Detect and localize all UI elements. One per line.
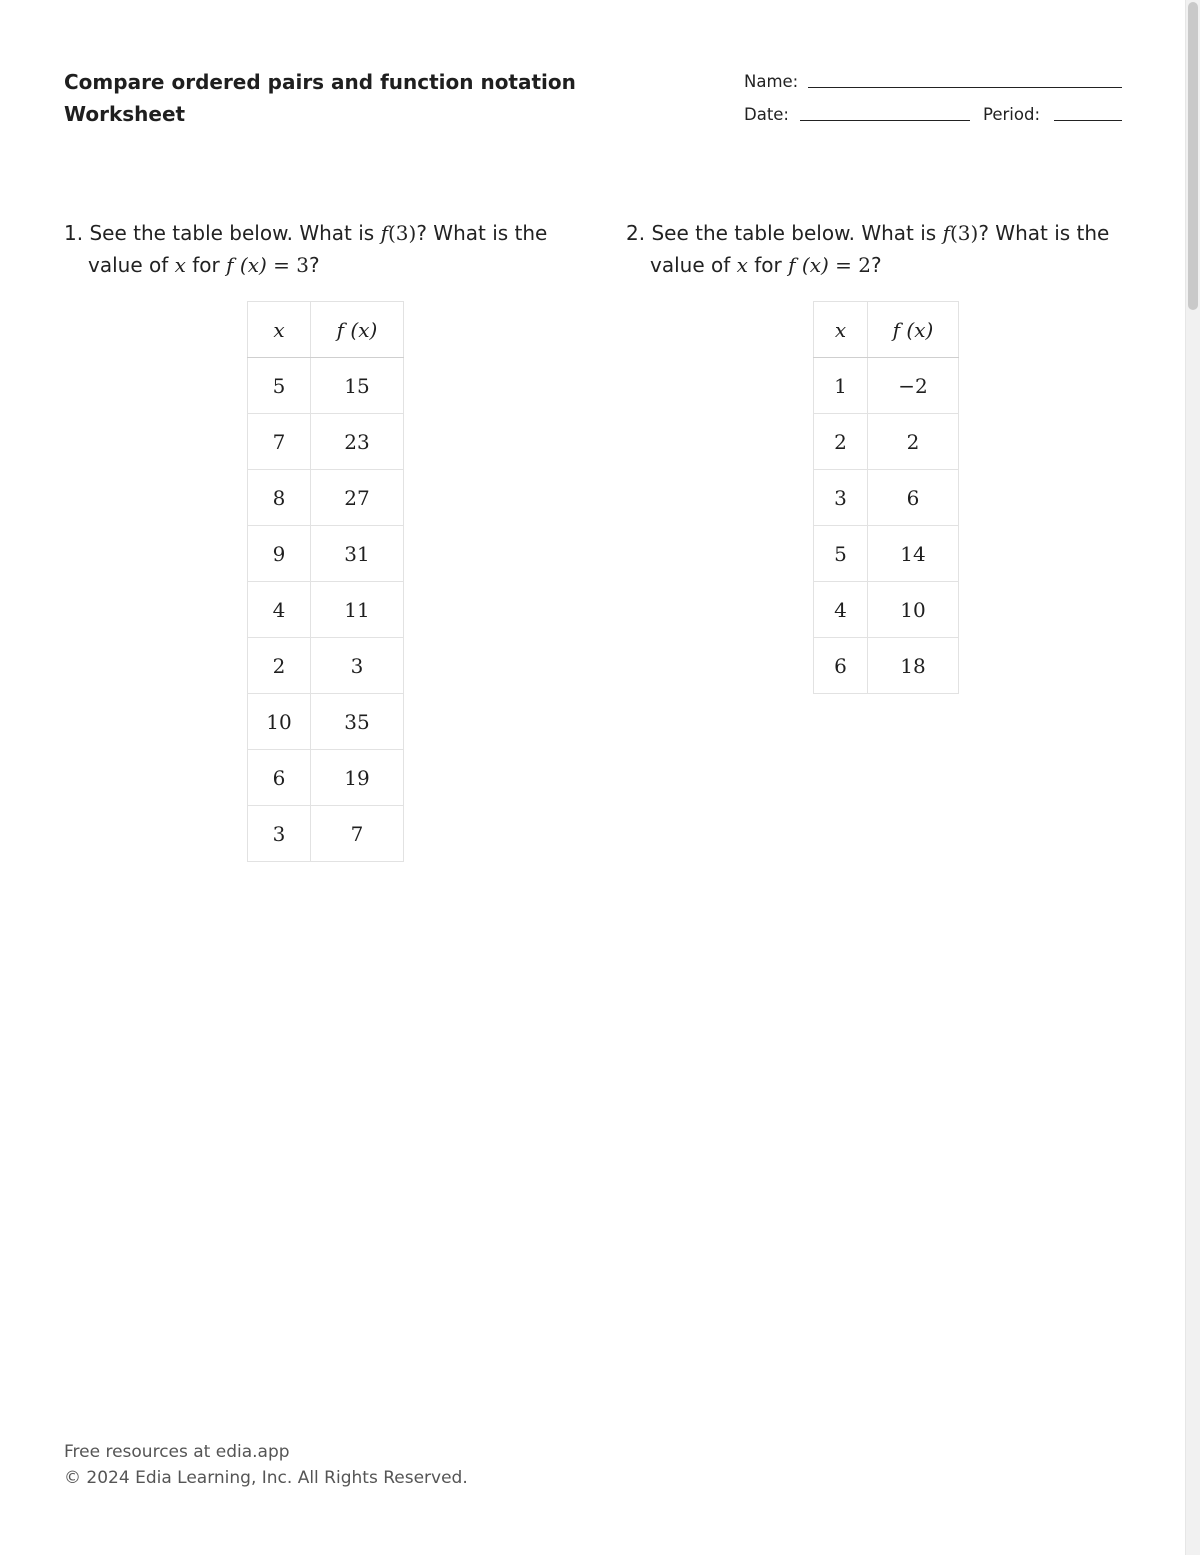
column-header-x: x — [248, 302, 311, 358]
question-1-text-d: for — [192, 253, 220, 277]
cell-fx: 7 — [311, 806, 404, 862]
cell-x: 6 — [248, 750, 311, 806]
date-period-row — [744, 105, 1124, 138]
footer — [64, 1439, 468, 1491]
cell-fx: −2 — [868, 358, 959, 414]
table-row — [814, 582, 959, 638]
question-1-variable: x — [174, 253, 186, 277]
table-row — [248, 414, 404, 470]
question-2-argument: (3) — [949, 221, 979, 245]
cell-x: 10 — [248, 694, 311, 750]
cell-x: 5 — [248, 358, 311, 414]
cell-x: 4 — [814, 582, 868, 638]
cell-fx: 19 — [311, 750, 404, 806]
title-line-1: Compare ordered pairs and function notation — [64, 70, 576, 94]
cell-x: 1 — [814, 358, 868, 414]
table-row — [814, 414, 959, 470]
cell-x: 3 — [248, 806, 311, 862]
cell-fx: 23 — [311, 414, 404, 470]
question-2-fx: f (x) — [788, 253, 829, 277]
table-header-row — [814, 302, 959, 358]
cell-fx: 15 — [311, 358, 404, 414]
table-row — [248, 694, 404, 750]
student-info-fields — [744, 72, 1124, 138]
table-row — [814, 358, 959, 414]
scrollbar-thumb[interactable] — [1188, 2, 1198, 310]
table-row — [248, 358, 404, 414]
question-2-variable: x — [736, 253, 748, 277]
cell-x: 2 — [248, 638, 311, 694]
question-1-end: ? — [308, 253, 320, 277]
table-row — [248, 526, 404, 582]
table-header-row — [248, 302, 404, 358]
table-row — [814, 470, 959, 526]
cell-fx: 14 — [868, 526, 959, 582]
question-2-table — [813, 301, 959, 694]
question-1 — [64, 217, 584, 281]
question-1-equation: = 3 — [273, 253, 309, 277]
column-header-fx: f (x) — [311, 302, 404, 358]
worksheet-title — [64, 66, 576, 130]
name-line[interactable] — [808, 87, 1122, 88]
cell-x: 8 — [248, 470, 311, 526]
question-1-fx: f (x) — [226, 253, 267, 277]
column-header-fx: f (x) — [868, 302, 959, 358]
cell-x: 9 — [248, 526, 311, 582]
table-row — [814, 638, 959, 694]
cell-fx: 3 — [311, 638, 404, 694]
question-2-line-1 — [626, 217, 1146, 249]
period-line[interactable] — [1054, 120, 1122, 121]
footer-resources: Free resources at edia.app — [64, 1442, 290, 1462]
question-1-line-1 — [64, 217, 584, 249]
cell-fx: 10 — [868, 582, 959, 638]
table-row — [248, 582, 404, 638]
cell-fx: 27 — [311, 470, 404, 526]
name-field-row — [744, 72, 1124, 105]
cell-x: 4 — [248, 582, 311, 638]
question-2-function: f — [942, 221, 950, 245]
date-label: Date: — [744, 105, 789, 124]
question-2-number: 2. — [626, 221, 646, 245]
period-label: Period: — [983, 105, 1041, 124]
cell-fx: 2 — [868, 414, 959, 470]
table-row — [248, 806, 404, 862]
cell-x: 7 — [248, 414, 311, 470]
title-line-2: Worksheet — [64, 102, 186, 126]
question-1-number: 1. — [64, 221, 84, 245]
question-1-argument: (3) — [387, 221, 417, 245]
table-row — [248, 470, 404, 526]
cell-x: 3 — [814, 470, 868, 526]
question-1-text-b: ? What is the — [416, 221, 548, 245]
column-header-x: x — [814, 302, 868, 358]
question-2-equation: = 2 — [835, 253, 871, 277]
question-2-text-d: for — [754, 253, 782, 277]
footer-copyright: © 2024 Edia Learning, Inc. All Rights Reserved. — [64, 1468, 468, 1488]
cell-fx: 31 — [311, 526, 404, 582]
date-line[interactable] — [800, 120, 970, 121]
cell-fx: 11 — [311, 582, 404, 638]
table-row — [248, 638, 404, 694]
question-1-text-c: value of — [88, 253, 169, 277]
question-2-text-b: ? What is the — [978, 221, 1110, 245]
name-label: Name: — [744, 72, 799, 91]
table-row — [814, 526, 959, 582]
question-1-function: f — [380, 221, 388, 245]
question-1-table — [247, 301, 404, 862]
cell-fx: 35 — [311, 694, 404, 750]
question-1-line-2 — [64, 249, 584, 281]
question-2-end: ? — [870, 253, 882, 277]
question-2 — [626, 217, 1146, 281]
scrollbar[interactable] — [1185, 0, 1200, 1555]
cell-fx: 6 — [868, 470, 959, 526]
cell-x: 6 — [814, 638, 868, 694]
question-2-text-c: value of — [650, 253, 731, 277]
cell-x: 5 — [814, 526, 868, 582]
cell-x: 2 — [814, 414, 868, 470]
question-1-text: See the table below. What is — [89, 221, 375, 245]
cell-fx: 18 — [868, 638, 959, 694]
question-2-text: See the table below. What is — [651, 221, 937, 245]
question-2-line-2 — [626, 249, 1146, 281]
table-row — [248, 750, 404, 806]
